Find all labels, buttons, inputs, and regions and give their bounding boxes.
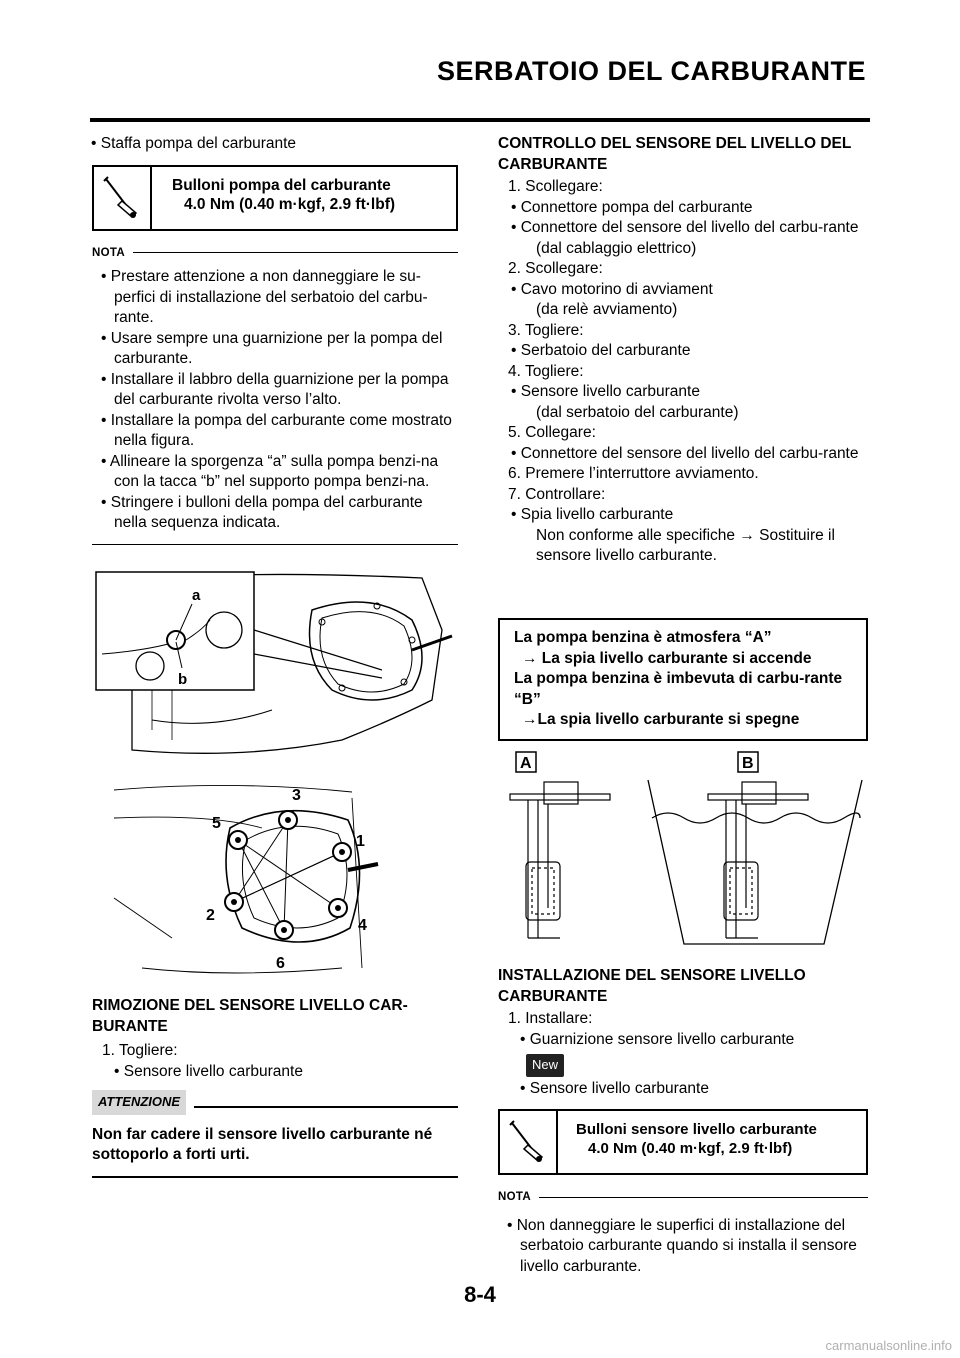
removal-heading: RIMOZIONE DEL SENSORE LIVELLO CAR-BURANTE: [92, 997, 408, 1035]
nota-label: NOTA: [92, 246, 125, 259]
procedure-step: 6. Premere l’interruttore avviamento.: [508, 465, 759, 482]
note-item: • Installare il labbro della guarnizione per la pompa del carburante rivolta verso l’alto.: [101, 370, 449, 408]
bullet-pump-bracket: • Staffa pompa del carburante: [91, 135, 297, 152]
procedure-detail: Non conforme alle specifiche → Sostituire il sensore livello carburante.: [536, 526, 835, 564]
check-steps: [498, 177, 868, 567]
bolt-label-6: 6: [276, 955, 285, 972]
procedure-step: 5. Collegare:: [508, 424, 596, 441]
page-number: 8-4: [464, 1282, 496, 1307]
torque-box-pump: [92, 165, 458, 231]
figure-pump-alignment: [92, 570, 458, 770]
procedure-detail: (dal serbatoio del carburante): [536, 403, 739, 421]
note-item: • Prestare attenzione a non danneggiare le su-perfici di installazione del serbatoio del carbu-rante.: [101, 268, 428, 326]
bolt-label-1: 1: [356, 833, 365, 850]
spec-line: La pompa benzina è imbevuta di carbu-rante “B”: [514, 670, 843, 708]
spec-line: La pompa benzina è atmosfera “A”: [514, 629, 772, 646]
figure-sensor-test: [498, 748, 868, 954]
spec-box: [498, 618, 868, 741]
torque-value: 4.0 Nm (0.40 m·kgf, 2.9 ft·lbf): [588, 1140, 793, 1157]
procedure-step: 2. Scollegare:: [508, 260, 603, 277]
removal-step: 1. Togliere:: [102, 1042, 178, 1059]
header-rule: [90, 118, 870, 122]
torque-box-sensor: [498, 1109, 868, 1175]
attention-label: ATTENZIONE: [92, 1090, 186, 1115]
removal-item: • Sensore livello carburante: [114, 1062, 303, 1080]
procedure-item: • Sensore livello carburante: [511, 383, 700, 400]
attention-end-rule: [92, 1176, 458, 1178]
label-a: a: [192, 587, 201, 604]
install-heading: INSTALLAZIONE DEL SENSORE LIVELLO CARBURANTE: [498, 967, 806, 1005]
bolt-label-5: 5: [212, 815, 221, 832]
spec-line: →La spia livello carburante si spegne: [522, 711, 800, 728]
procedure-item: • Cavo motorino di avviament: [511, 280, 713, 298]
bolt-label-2: 2: [206, 907, 215, 924]
nota-label: NOTA: [498, 1191, 531, 1203]
torque-wrench-icon: [500, 1111, 558, 1173]
nota-list: [92, 267, 458, 534]
install-section: [498, 966, 868, 1277]
procedure-step: 4. Togliere:: [508, 362, 584, 380]
torque-name: Bulloni sensore livello carburante: [576, 1121, 817, 1138]
procedure-detail: (da relè avviamento): [536, 301, 678, 318]
removal-section: [92, 996, 458, 1178]
procedure-item: • Spia livello carburante: [511, 506, 674, 523]
label-b: b: [178, 671, 188, 688]
procedure-step: 1. Scollegare:: [508, 178, 603, 195]
attention-text: Non far cadere il sensore livello carburante né sottoporlo a forti urti.: [92, 1125, 433, 1163]
install-step: 1. Installare:: [508, 1010, 593, 1027]
note-item: • Installare la pompa del carburante come mostrato nella figura.: [101, 411, 452, 449]
note-item: • Allineare la sporgenza “a” sulla pompa benzi-na con la tacca “b” nel supporto pompa benzi-na.: [101, 452, 439, 490]
bolt-label-4: 4: [358, 917, 367, 934]
nota-end-rule: [92, 544, 458, 545]
new-badge: New: [526, 1054, 564, 1077]
spec-line: → La spia livello carburante si accende: [522, 649, 812, 667]
note-item: • Stringere i bulloni della pompa del carburante nella sequenza indicata.: [101, 493, 423, 531]
right-column: [498, 134, 868, 567]
procedure-item: • Serbatoio del carburante: [511, 342, 691, 359]
procedure-item: • Connettore del sensore del livello del carbu-rante: [511, 219, 859, 236]
install-item-gasket: • Guarnizione sensore livello carburante: [520, 1030, 795, 1048]
check-heading: CONTROLLO DEL SENSORE DEL LIVELLO DEL CARBURANTE: [498, 135, 852, 173]
procedure-item: • Connettore del sensore del livello del carbu-rante: [511, 444, 859, 462]
procedure-step: 3. Togliere:: [508, 321, 584, 339]
left-column: [92, 134, 458, 545]
install-item-sensor: • Sensore livello carburante: [520, 1079, 709, 1097]
nota-header: [92, 243, 458, 264]
torque-wrench-icon: [94, 167, 152, 229]
procedure-detail: (dal cablaggio elettrico): [536, 239, 697, 257]
bolt-label-3: 3: [292, 787, 301, 804]
page-title: SERBATOIO DEL CARBURANTE: [436, 56, 866, 86]
torque-name: Bulloni pompa del carburante: [172, 176, 391, 194]
figure-bolt-sequence: [112, 778, 458, 982]
note-item: • Non danneggiare le superfici di installazione del serbatoio carburante quando si installa il sensore livello carburante.: [507, 1216, 857, 1275]
procedure-item: • Connettore pompa del carburante: [511, 198, 753, 216]
note-item: • Usare sempre una guarnizione per la pompa del carburante.: [101, 329, 443, 367]
procedure-step: 7. Controllare:: [508, 485, 606, 503]
label-B: B: [742, 755, 754, 772]
torque-value: 4.0 Nm (0.40 m·kgf, 2.9 ft·lbf): [184, 195, 396, 213]
label-A: A: [520, 755, 532, 772]
watermark: carmanualsonline.info: [825, 1338, 952, 1353]
attention-header: [92, 1090, 458, 1115]
nota-header: [498, 1187, 868, 1208]
